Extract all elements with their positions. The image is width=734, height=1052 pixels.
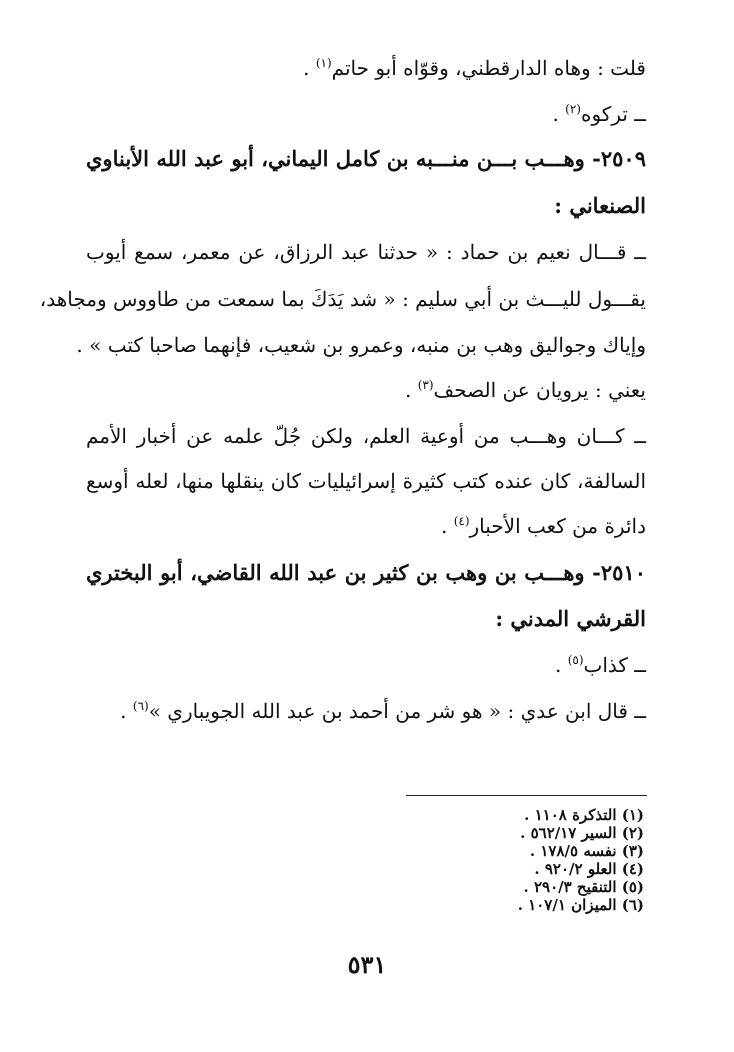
entry-heading-2510: ٢٥١٠- وهـــب بن وهب بن كثير بن عبد الله القاضي، أبو البختري (86, 560, 646, 585)
text-line-2: ــ تركوه$^{(٢)}$ . (552, 102, 646, 126)
footnote-ref: (٤) (453, 514, 470, 528)
footnote-ref: (٥) (567, 653, 584, 667)
footnote-2: (٢) السير ٥٦٢/١٧ . (520, 824, 644, 842)
text-line-10: السالفة، كان عنده كتب كثيرة إسرائيليات كان ينقلها منها، لعله أوسع (86, 469, 646, 493)
text-line-9: ــ كـــان وهـــب من أوعية العلم، ولكن جُلّ علمه عن أخبار الأمم (86, 424, 646, 448)
footnote-ref: (١) (315, 56, 332, 70)
text-line-1: قلت : وهاه الدارقطني، وقوّاه أبو حاتم$^{(١)}$ . (303, 56, 646, 80)
footnote-ref: (٣) (417, 378, 434, 392)
text-line-6: يقـــول لليـــث بن أبي سليم : « شد يَدَكَ بما سمعت من طاووس ومجاهد، (39, 287, 646, 311)
text-line-7: وإياك وجواليق وهب بن منبه، وعمرو بن شعيب، فإنهما صاحبا كتب » . (76, 333, 646, 357)
text-line-11: دائرة من كعب الأحبار$^{(٤)}$ . (440, 514, 646, 538)
entry-heading-2509-cont: الصنعاني : (554, 193, 646, 218)
entry-heading-2509: ٢٥٠٩- وهـــب بـــن منـــبه بن كامل اليماني، أبو عبد الله الأبناوي (86, 146, 646, 171)
page-number: ٥٣١ (347, 950, 387, 979)
text-line-14: ــ كذاب$^{(٥)}$ . (554, 653, 646, 677)
footnote-1: (١) التذكرة ١١٠٨ . (524, 806, 644, 824)
text-line-8: يعني : يرويان عن الصحف$^{(٣)}$ . (404, 378, 646, 402)
footnote-ref: (٢) (565, 102, 581, 116)
entry-heading-2510-cont: القرشي المدني : (495, 606, 646, 631)
footnote-3: (٣) نفسه ١٧٨/٥ . (529, 842, 644, 860)
footnote-4: (٤) العلو ٩٢٠/٢ . (534, 860, 644, 878)
footnote-6: (٦) الميزان ١٠٧/١ . (517, 896, 644, 914)
footnote-5: (٥) التنقيح ٢٩٠/٣ . (523, 878, 644, 896)
footnote-ref: (٦) (132, 699, 149, 713)
text-line-15: ــ قال ابن عدي : « هو شر من أحمد بن عبد الله الجويباري »$^{(٦)}$ . (120, 699, 646, 723)
footnote-divider (406, 795, 647, 796)
text-line-5: ــ قـــال نعيم بن حماد : « حدثنا عبد الرزاق، عن معمر، سمع أيوب (86, 240, 646, 264)
